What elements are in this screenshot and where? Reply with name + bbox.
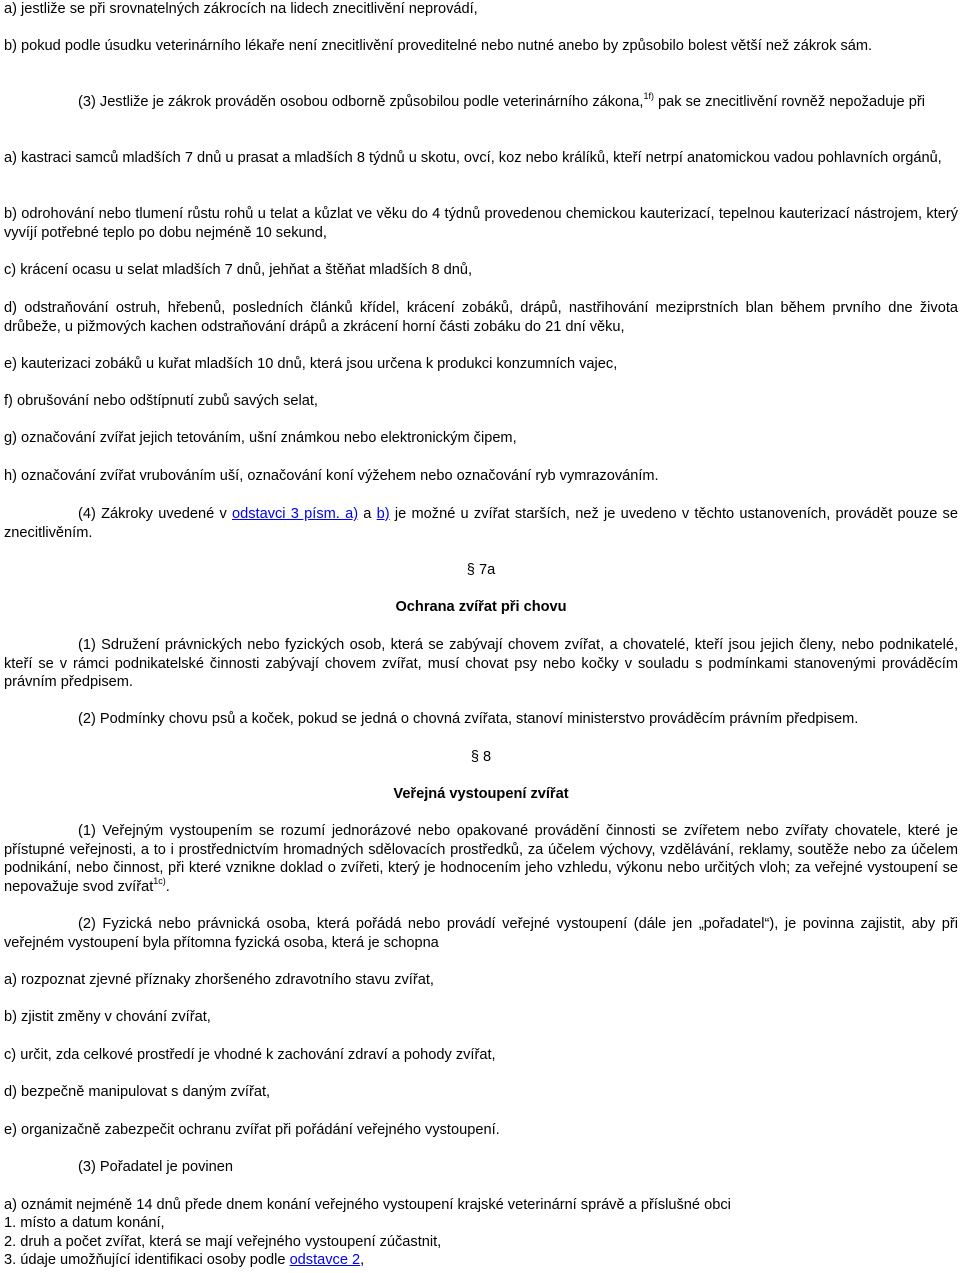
footnote-ref-1c: 1c) [153,875,166,886]
paragraph-8-3a-3 [4,1251,958,1270]
link-pism-b[interactable]: b) [376,506,390,522]
paragraph-3e: e) kauterizaci zobáků u kuřat mladších 10 dnů, která jsou určena k produkci konzumních vajec, [4,356,618,372]
paragraph-8-2e: e) organizačně zabezpečit ochranu zvířat při pořádání veřejného vystoupení. [4,1122,500,1138]
section-7a-title: Ochrana zvířat při chovu [395,599,567,615]
paragraph-8-1 [4,822,958,896]
section-7a-heading [4,561,958,580]
paragraph-7a-2: (2) Podmínky chovu psů a koček, pokud se jedná o chovná zvířata, stanoví ministerstvo prováděcím právním předpisem. [78,711,859,727]
paragraph-4-text-end: je možné u zvířat starších, než je uvedeno v těchto ustanoveních, provádět pouze se znecitlivěním. [4,506,958,541]
link-odstavce-2[interactable]: odstavce 2 [289,1252,361,1268]
paragraph-2b: b) pokud podle úsudku veterinárního lékaře není znecitlivění proveditelné nebo nutné anebo by způsobilo bolest větší než zákrok sám. [4,38,873,54]
paragraph-3d: d) odstraňování ostruh, hřebenů, posledních článků křídel, krácení zobáků, drápů, nastřihování meziprstních blan během prvního dne života drůbeže, u pižmových kachen odstraňování drápů a zkrácení horní části zobáku do 21 dní věku, [4,300,958,335]
paragraph-8-2b: b) zjistit změny v chování zvířat, [4,1009,211,1025]
paragraph-8-3a-3-text: 3. údaje umožňující identifikaci osoby podle [4,1252,290,1268]
section-7a-number: 7a [474,562,496,578]
paragraph-3-text-end: pak se znecitlivění rovněž nepožaduje při [653,94,925,110]
section-8-title: Veřejná vystoupení zvířat [393,786,569,802]
section-8-heading [4,748,958,767]
paragraph-8-2d: d) bezpečně manipulovat s daným zvířat, [4,1084,271,1100]
paragraph-3f: f) obrušování nebo odštípnutí zubů savých selat, [4,393,318,409]
footnote-ref-1f: 1f) [643,91,654,101]
section-sign: § [466,562,475,578]
paragraph-3h: h) označování zvířat vrubováním uší, označování koní výžehem nebo označování ryb vymrazováním. [4,468,659,484]
paragraph-8-2a: a) rozpoznat zjevné příznaky zhoršeného zdravotního stavu zvířat, [4,972,434,988]
paragraph-8-3: (3) Pořadatel je povinen [78,1159,233,1175]
paragraph-3-text: (3) Jestliže je zákrok prováděn osobou odborně způsobilou podle veterinárního zákona, [78,94,644,110]
paragraph-4-text: (4) Zákroky uvedené v [78,506,233,522]
paragraph-8-1-end: . [165,878,170,895]
paragraph-8-3a-3-end: , [360,1252,365,1268]
paragraph-8-3a-2: 2. druh a počet zvířat, která se mají veřejného vystoupení zúčastnit, [4,1234,442,1250]
paragraph-4 [4,505,958,542]
paragraph-8-3a: a) oznámit nejméně 14 dnů přede dnem konání veřejného vystoupení krajské veterinární správě a příslušné obci [4,1197,731,1213]
paragraph-3g: g) označování zvířat jejich tetováním, ušní známkou nebo elektronickým čipem, [4,430,517,446]
paragraph-8-1-text: (1) Veřejným vystoupením se rozumí jednorázové nebo opakované provádění činnosti se zvířetem nebo zvířaty chovatele, které je přístupné veřejnosti, a to i prostřednictvím hromadných sdělovacích prostředků, za účelem výchovy, vzdělávání, reklamy, soutěže nebo za účelem podnikání, nebo činnost, při které vznikne doklad o zvířeti, který je hodnocením jeho vzhledu, výkonu nebo určitých vloh; za veřejné vystoupení se nepovažuje svod zvířat [4,823,958,895]
paragraph-3a: a) kastraci samců mladších 7 dnů u prasat a mladších 8 týdnů u skotu, ovcí, koz nebo králíků, kteří netrpí anatomickou vadou pohlavních orgánů, [4,150,942,166]
paragraph-8-2c: c) určit, zda celkové prostředí je vhodné k zachování zdraví a pohody zvířat, [4,1047,496,1063]
paragraph-3c: c) krácení ocasu u selat mladších 7 dnů, jehňat a štěňat mladších 8 dnů, [4,262,473,278]
paragraph-2a: a) jestliže se při srovnatelných zákrocích na lidech znecitlivění neprovádí, [4,1,478,17]
section-sign: § [470,749,479,765]
paragraph-8-2: (2) Fyzická nebo právnická osoba, která pořádá nebo provádí veřejné vystoupení (dále jen „pořadatel“), je povinna zajistit, aby při veřejném vystoupení byla přítomna fyzická osoba, která je schopna [4,916,958,951]
paragraph-8-3a-1: 1. místo a datum konání, [4,1215,165,1231]
link-odstavci-3-pism-a[interactable]: odstavci 3 písm. a) [232,506,359,522]
paragraph-4-conj: a [358,506,377,522]
paragraph-3 [4,93,958,112]
paragraph-3b: b) odrohování nebo tlumení růstu rohů u telat a kůzlat ve věku do 4 týdnů provedenou chemickou kauterizací, tepelnou kauterizací nástrojem, který vyvíjí potřebné teplo po dobu nejméně 10 sekund, [4,206,958,241]
paragraph-7a-1: (1) Sdružení právnických nebo fyzických osob, která se zabývají chovem zvířat, a chovatelé, kteří jsou jejich členy, nebo podnikatelé, kteří se v rámci podnikatelské činnosti zabývají chovem zvířat, musí chovat psy nebo kočky v souladu s podmínkami stanovenými prováděcím právním předpisem. [4,637,958,690]
section-8-number: 8 [478,749,492,765]
